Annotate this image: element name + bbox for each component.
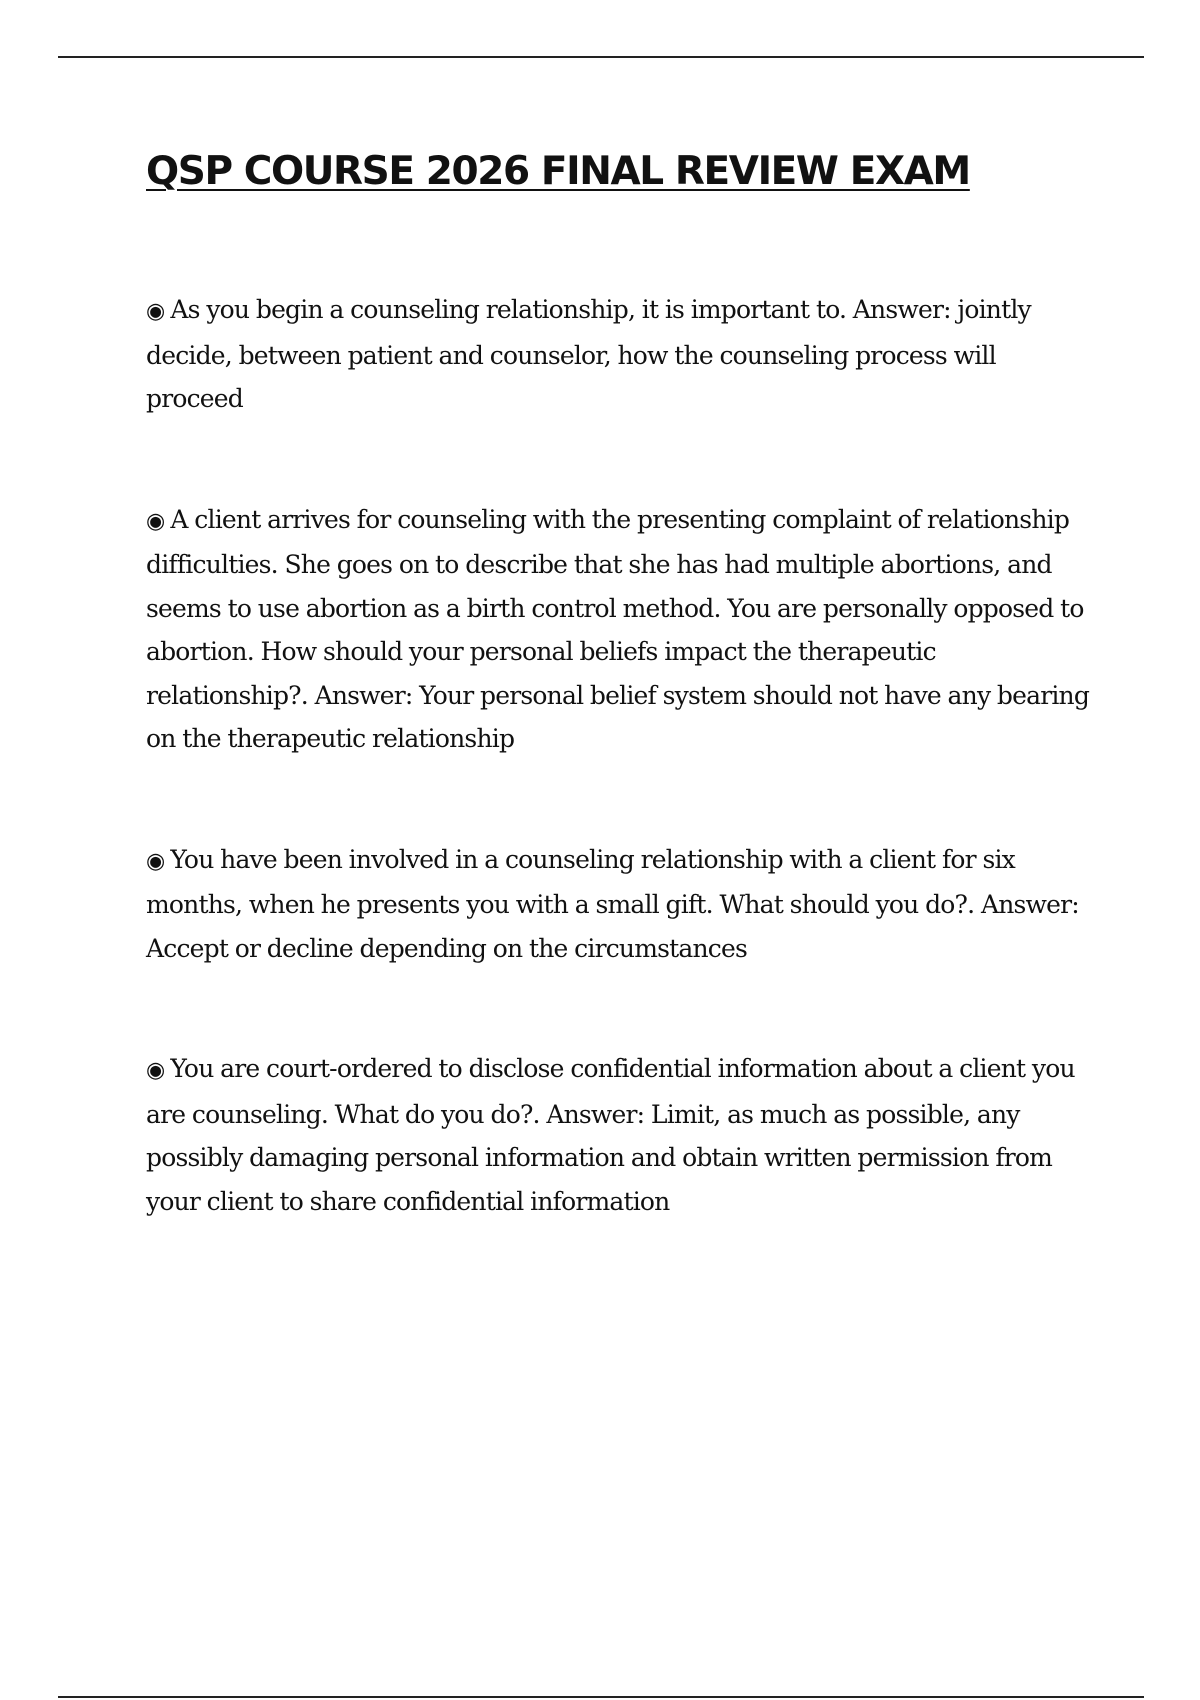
question-answer-text: You have been involved in a counseling relationship with a client for six months, when he presents you with a small gift. What should you do?. Answer: Accept or decline depending on the circumstances [146,844,1079,963]
question-list [146,288,1096,1223]
question-answer-text: As you begin a counseling relationship, it is important to. Answer: jointly decide, between patient and counselor, how the counseling process will proceed [146,295,1031,413]
bottom-divider [58,1696,1144,1698]
page-title: QSP COURSE 2026 FINAL REVIEW EXAM [146,149,970,194]
fisheye-bullet-icon: ◉ [146,508,165,534]
question-answer-text: You are court-ordered to disclose confidential information about a client you are counseling. What do you do?. Answer: Limit, as much as possible, any possibly damaging personal information and obtain written permission from your client to share confidential information [146,1054,1075,1216]
fisheye-bullet-icon: ◉ [146,848,165,874]
fisheye-bullet-icon: ◉ [146,1058,165,1083]
list-item [146,838,1096,971]
top-divider [58,56,1144,58]
fisheye-bullet-icon: ◉ [146,299,165,324]
question-answer-text: A client arrives for counseling with the presenting complaint of relationship difficulties. She goes on to describe that she has had multiple abortions, and seems to use abortion as a birth control method. You are personally opposed to abortion. How should your personal beliefs impact the therapeutic relationship?. Answer: Your personal belief system should not have any bearing on the therapeutic relationship [146,504,1090,753]
list-item [146,498,1096,761]
list-item [146,288,1096,421]
list-item [146,1047,1096,1223]
